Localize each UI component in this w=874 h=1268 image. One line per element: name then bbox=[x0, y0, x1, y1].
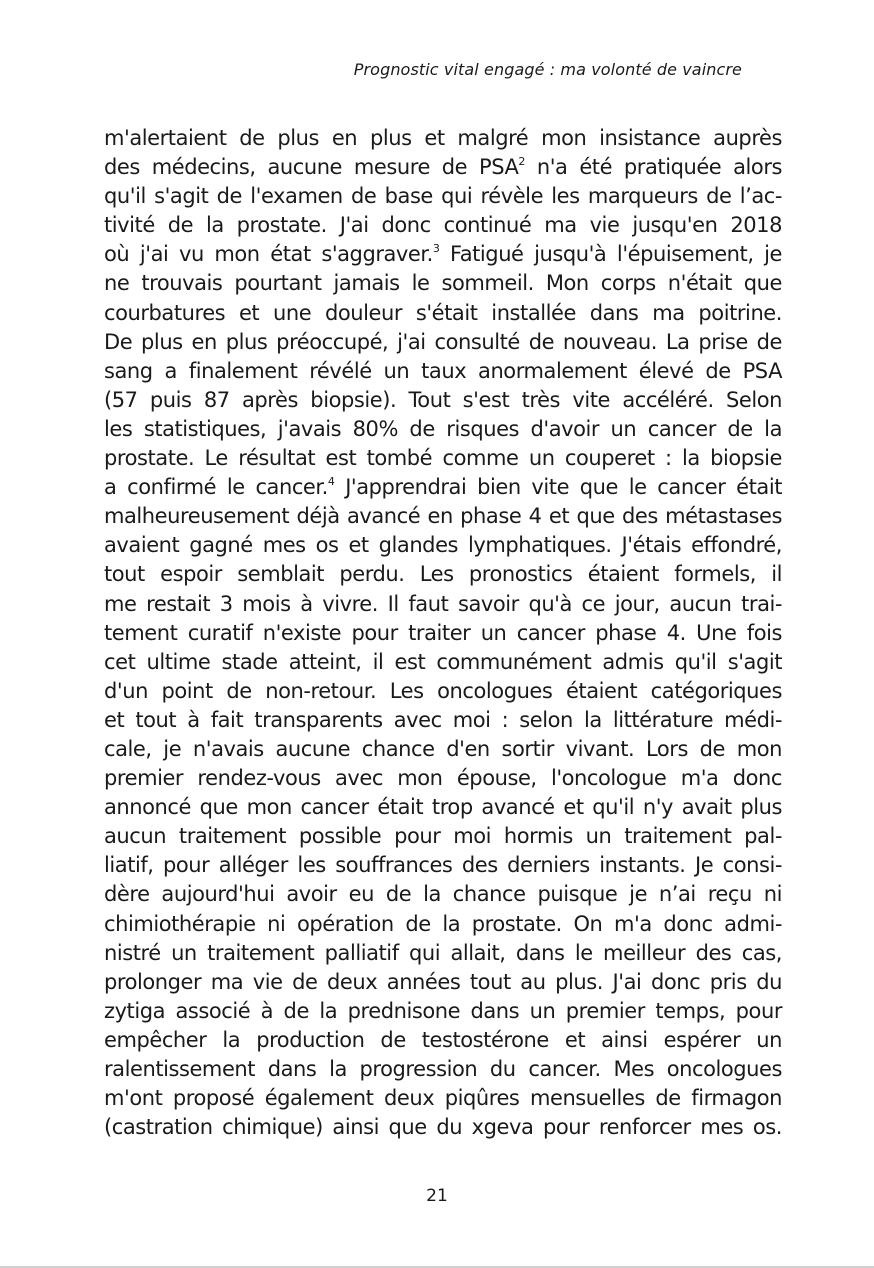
text-line: De plus en plus préoccupé, j'ai consulté de nouveau. La prise de bbox=[104, 329, 782, 354]
footnote-ref-4[interactable]: 4 bbox=[327, 475, 335, 489]
text-line: tivité de la prostate. J'ai donc continué ma vie jusqu'en 2018 bbox=[104, 213, 782, 238]
text-line: aucun traitement possible pour moi hormis un traitement pal- bbox=[104, 824, 782, 849]
text-line: liatif, pour alléger les souffrances des derniers instants. Je consi- bbox=[104, 853, 782, 878]
text-line: d'un point de non-retour. Les oncologues étaient catégoriques bbox=[104, 678, 782, 703]
text-line: cale, je n'avais aucune chance d'en sortir vivant. Lors de mon bbox=[104, 736, 782, 761]
text-line: nistré un traitement palliatif qui allait, dans le meilleur des cas, bbox=[104, 940, 782, 965]
text-line: malheureusement déjà avancé en phase 4 et que des métastases bbox=[104, 504, 782, 529]
text-line: et tout à fait transparents avec moi : selon la littérature médi- bbox=[104, 707, 782, 732]
text-line: m'alertaient de plus en plus et malgré mon insistance auprès bbox=[104, 126, 782, 150]
running-header-title: Prognostic vital engagé : ma volonté de vaincre bbox=[353, 60, 742, 79]
text-line: ne trouvais pourtant jamais le sommeil. Mon corps n'était que bbox=[104, 271, 782, 296]
text-line: annoncé que mon cancer était trop avancé et qu'il n'y avait plus bbox=[104, 795, 782, 820]
text-line: me restait 3 mois à vivre. Il faut savoir qu'à ce jour, aucun trai- bbox=[104, 591, 782, 616]
text-line: dère aujourd'hui avoir eu de la chance puisque je n’ai reçu ni bbox=[104, 882, 782, 907]
text-line: courbatures et une douleur s'était installée dans ma poitrine. bbox=[104, 300, 782, 325]
text-line: m'ont proposé également deux piqûres mensuelles de firmagon bbox=[104, 1086, 782, 1111]
body-text bbox=[104, 124, 782, 1142]
text-line: a confirmé le cancer.$^4$ J'apprendrai bien vite que le cancer était bbox=[104, 475, 783, 500]
text-line: qu'il s'agit de l'examen de base qui révèle les marqueurs de l’ac- bbox=[104, 184, 782, 209]
text-line: (castration chimique) ainsi que du xgeva pour renforcer mes os. bbox=[104, 1115, 782, 1140]
text-line: où j'ai vu mon état s'aggraver.$^3$ Fatigué jusqu'à l'épuisement, je bbox=[104, 242, 782, 267]
text-line: avaient gagné mes os et glandes lymphatiques. J'étais effondré, bbox=[104, 533, 782, 558]
footnote-ref-2[interactable]: 2 bbox=[518, 155, 525, 169]
text-line: empêcher la production de testostérone et ainsi espérer un bbox=[104, 1027, 782, 1052]
text-line: prostate. Le résultat est tombé comme un couperet : la biopsie bbox=[104, 446, 782, 471]
text-line: des médecins, aucune mesure de PSA$^2$ n'a été pratiquée alors bbox=[104, 155, 783, 180]
text-line: tement curatif n'existe pour traiter un cancer phase 4. Une fois bbox=[104, 620, 782, 645]
text-line: ralentissement dans la progression du cancer. Mes oncologues bbox=[104, 1057, 782, 1081]
footnote-ref-3[interactable]: 3 bbox=[432, 242, 440, 256]
text-line: (57 puis 87 après biopsie). Tout s'est très vite accéléré. Selon bbox=[104, 387, 782, 412]
text-line: zytiga associé à de la prednisone dans un premier temps, pour bbox=[104, 998, 782, 1023]
text-line: cet ultime stade atteint, il est communément admis qu'il s'agit bbox=[104, 649, 782, 674]
text-line: chimiothérapie ni opération de la prostate. On m'a donc admi- bbox=[104, 911, 782, 936]
text-line: tout espoir semblait perdu. Les pronostics étaient formels, il bbox=[104, 562, 782, 587]
text-line: sang a finalement révélé un taux anormalement élevé de PSA bbox=[104, 358, 782, 383]
text-line: les statistiques, j'avais 80% de risques d'avoir un cancer de la bbox=[104, 416, 782, 441]
page-number: 21 bbox=[426, 1186, 448, 1206]
text-line: prolonger ma vie de deux années tout au plus. J'ai donc pris du bbox=[104, 969, 782, 994]
text-line: premier rendez-vous avec mon épouse, l'oncologue m'a donc bbox=[104, 766, 782, 791]
